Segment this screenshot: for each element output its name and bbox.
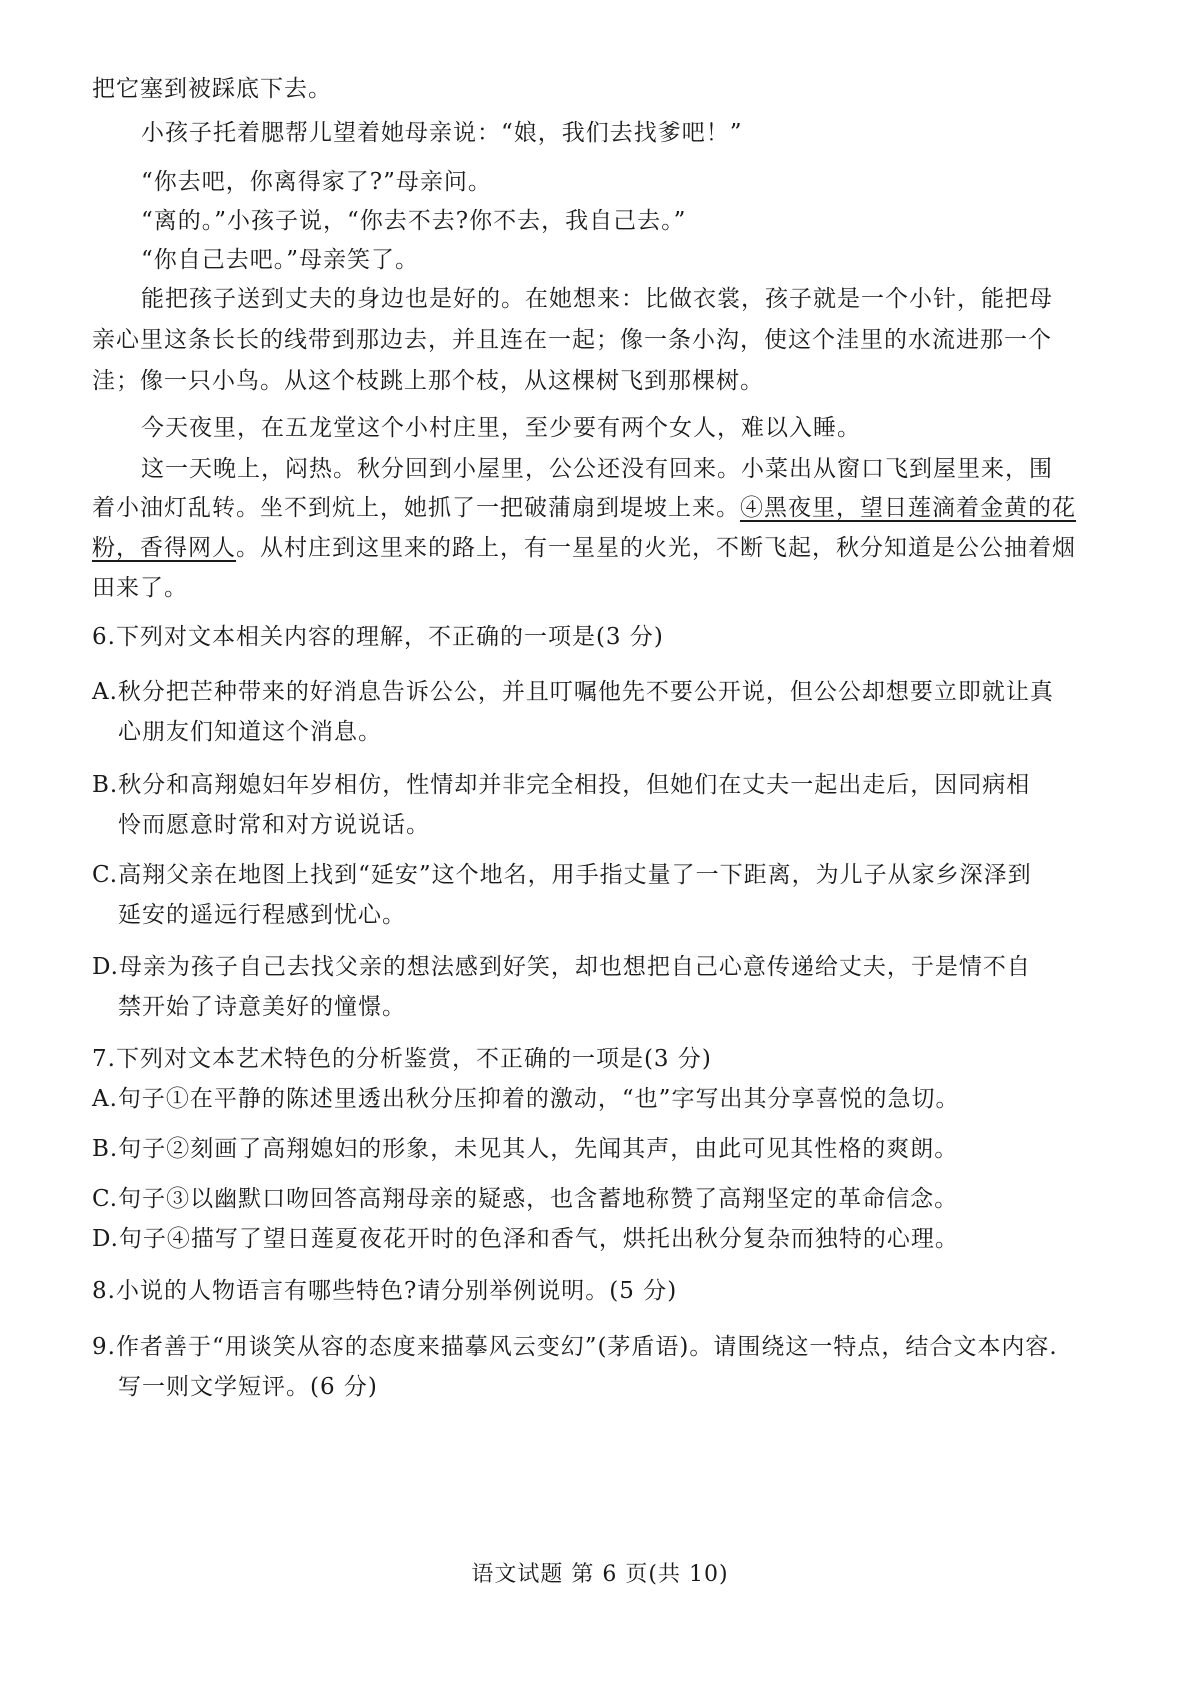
question-6-stem: 6.下列对文本相关内容的理解，不正确的一项是(3 分) — [92, 624, 664, 650]
question-6-option-a-cont: 心朋友们知道这个消息。 — [118, 719, 382, 745]
underlined-sentence-4: ④黑夜里，望日莲滴着金黄的花 — [740, 495, 1076, 521]
question-7-stem: 7.下列对文本艺术特色的分析鉴赏，不正确的一项是(3 分) — [92, 1046, 712, 1072]
question-7-option-a: A.句子①在平静的陈述里透出秋分压抑着的激动，“也”字写出其分享喜悦的急切。 — [92, 1086, 960, 1112]
question-7-option-d: D.句子④描写了望日莲夏夜花开时的色泽和香气，烘托出秋分复杂而独特的心理。 — [92, 1226, 959, 1252]
passage-line: 亲心里这条长长的线带到那边去，并且连在一起；像一条小沟，使这个洼里的水流进那一个 — [92, 327, 1052, 353]
passage-line: 这一天晚上，闷热。秋分回到小屋里，公公还没有回来。小菜出从窗口飞到屋里来，围 — [141, 456, 1053, 482]
question-6-option-c-cont: 延安的遥远行程感到忧心。 — [118, 902, 406, 928]
passage-line: “离的。”小孩子说，“你去不去?你不去，我自己去。” — [141, 208, 687, 234]
question-7-option-c: C.句子③以幽默口吻回答高翔母亲的疑惑，也含蓄地称赞了高翔坚定的革命信念。 — [92, 1186, 959, 1212]
page-footer: 语文试题 第 6 页(共 10) — [471, 1562, 729, 1587]
passage-line: “你自己去吧。”母亲笑了。 — [141, 247, 420, 273]
question-6-option-d-cont: 禁开始了诗意美好的憧憬。 — [118, 994, 406, 1020]
passage-line: 能把孩子送到丈夫的身边也是好的。在她想来：比做衣裳，孩子就是一个小针，能把母 — [141, 286, 1053, 312]
passage-line: 把它塞到被踩底下去。 — [92, 76, 332, 102]
passage-line: 小孩子托着腮帮儿望着她母亲说：“娘，我们去找爹吧！” — [141, 120, 743, 146]
question-7-option-b: B.句子②刻画了高翔媳妇的形象，未见其人，先闻其声，由此可见其性格的爽朗。 — [92, 1136, 959, 1162]
passage-line — [92, 493, 1076, 523]
question-9-stem: 9.作者善于“用谈笑从容的态度来描摹风云变幻”(茅盾语)。请围绕这一特点，结合文本内容. — [92, 1334, 1058, 1360]
question-6-option-b: B.秋分和高翔媳妇年岁相仿，性情却并非完全相投，但她们在丈夫一起出走后，因同病相 — [92, 772, 1031, 798]
question-6-option-a: A.秋分把芒种带来的好消息告诉公公，并且叮嘱他先不要公开说，但公公却想要立即就让真 — [92, 679, 1054, 705]
passage-line: 田来了。 — [92, 575, 188, 601]
question-6-option-d: D.母亲为孩子自己去找父亲的想法感到好笑，却也想把自己心意传递给丈夫，于是情不自 — [92, 954, 1031, 980]
question-6-option-c: C.高翔父亲在地图上找到“延安”这个地名，用手指丈量了一下距离，为儿子从家乡深泽到 — [92, 862, 1032, 888]
question-6-option-b-cont: 怜而愿意时常和对方说说话。 — [118, 812, 430, 838]
question-9-stem-cont: 写一则文学短评。(6 分) — [118, 1374, 378, 1400]
passage-line: “你去吧，你离得家了?”母亲问。 — [141, 169, 492, 195]
question-8-stem: 8.小说的人物语言有哪些特色?请分别举例说明。(5 分) — [92, 1278, 678, 1304]
passage-line: 洼；像一只小鸟。从这个枝跳上那个枝，从这棵树飞到那棵树。 — [92, 368, 764, 394]
passage-line — [92, 533, 1076, 563]
passage-text: 着小油灯乱转。坐不到炕上，她抓了一把破蒲扇到堤坡上来。 — [92, 495, 740, 521]
underlined-sentence-4-cont: 粉，香得网人 — [92, 535, 236, 561]
passage-line: 今天夜里，在五龙堂这个小村庄里，至少要有两个女人，难以入睡。 — [141, 415, 861, 441]
passage-text: 。从村庄到这里来的路上，有一星星的火光，不断飞起，秋分知道是公公抽着烟 — [236, 535, 1076, 561]
